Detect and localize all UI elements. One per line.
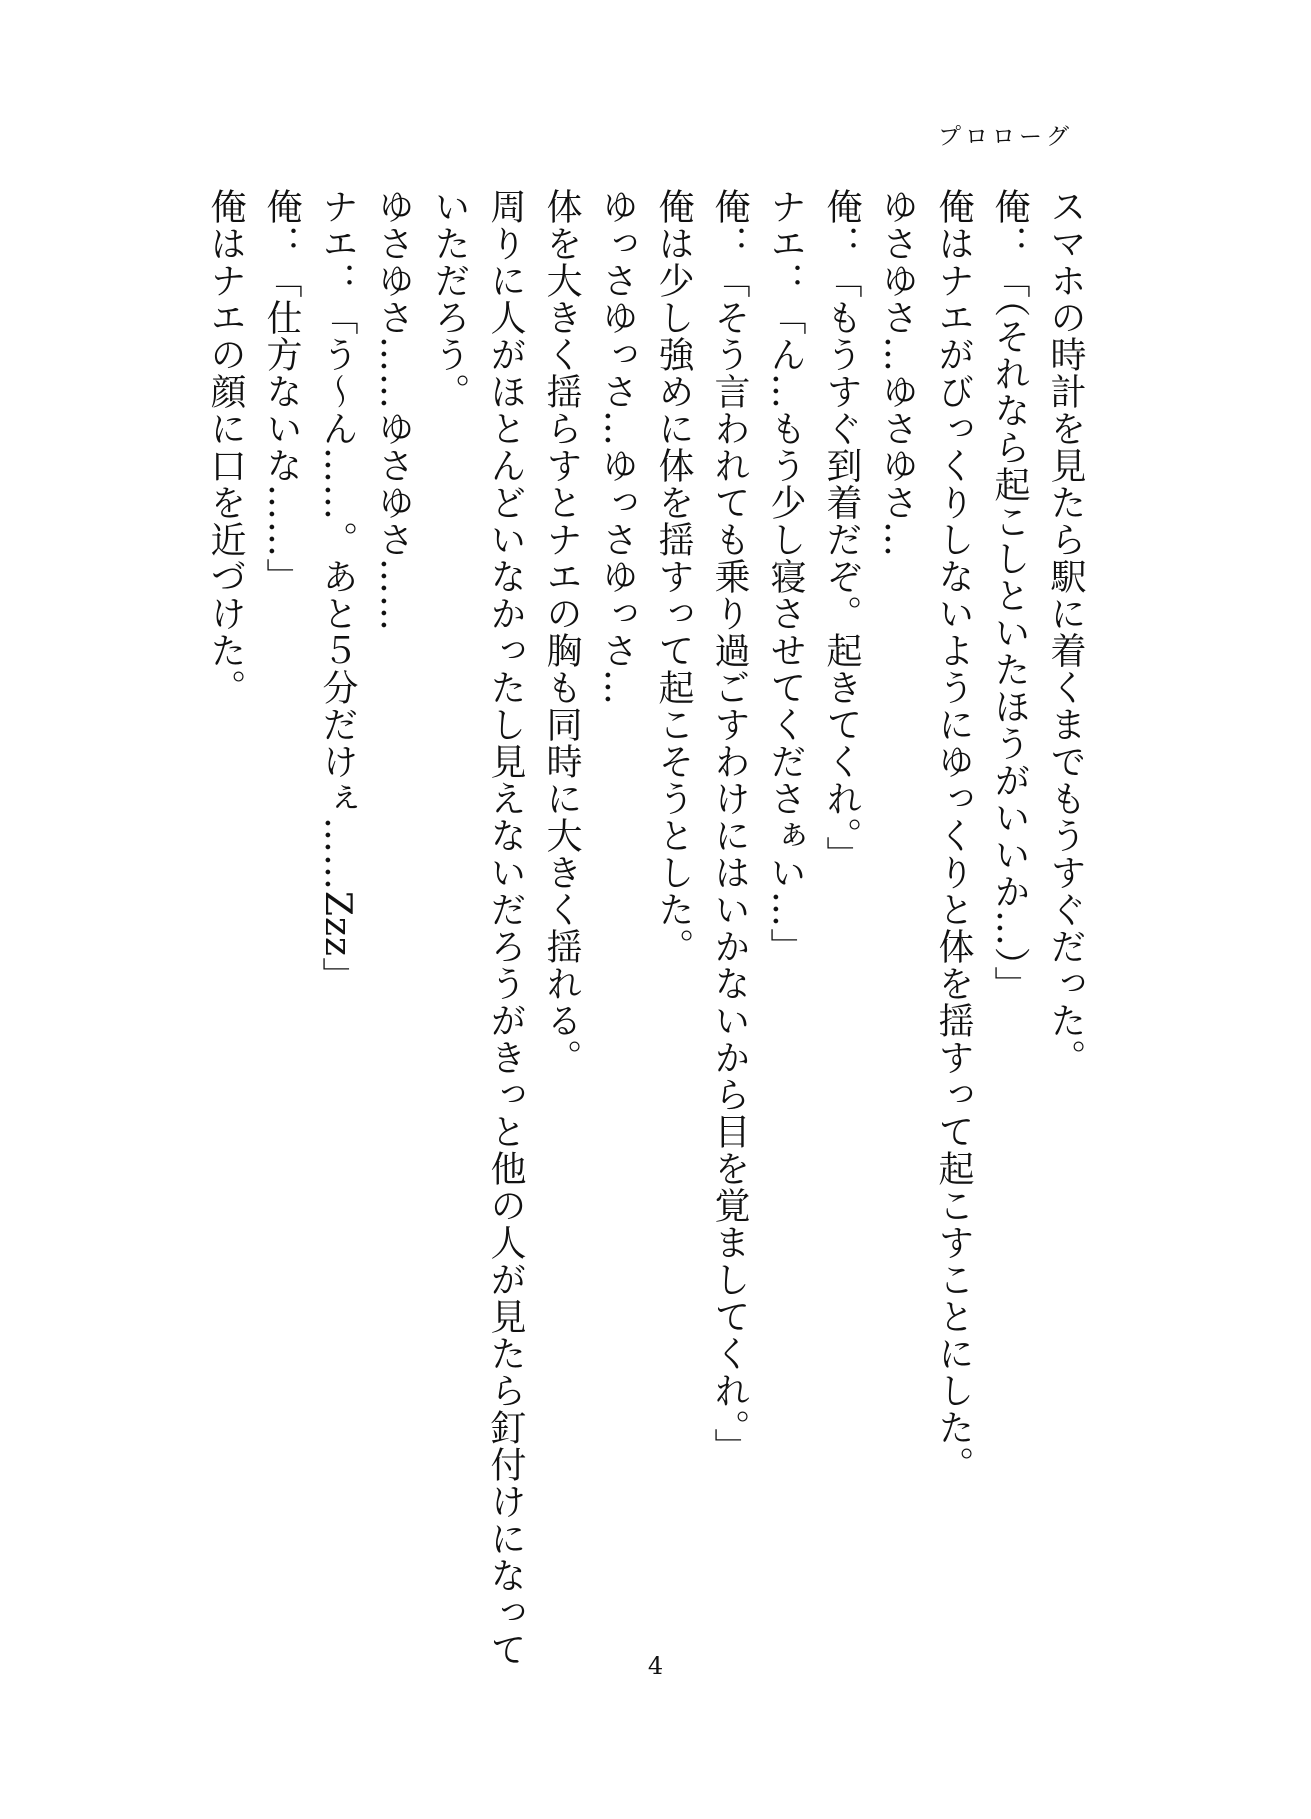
text-line: 俺はナエがびっくりしないようにゆっくりと体を揺すって起こすことにした。	[933, 188, 974, 1483]
text-line: ゆさゆさ…ゆさゆさ…	[877, 188, 918, 558]
text-line: 俺はナエの顔に口を近づけた。	[205, 188, 246, 706]
text-line: ゆっさゆっさ…ゆっさゆっさ…	[597, 188, 638, 706]
chapter-title: プロローグ	[938, 124, 1073, 150]
text-line: 俺：「仕方ないな……」	[261, 188, 302, 595]
text-line: 周りに人がほとんどいなかったし見えないだろうがきっと他の人が見たら釘付けになって	[485, 188, 526, 1668]
text-line: 俺：「（それなら起こしといたほうがいいか…）」	[989, 188, 1030, 1003]
text-line: 俺は少し強めに体を揺すって起こそうとした。	[653, 188, 694, 965]
text-line: ゆさゆさ……ゆさゆさ……	[373, 188, 414, 632]
text-line: ナエ：「う～ん……。あと５分だけぇ……Zzz」	[317, 188, 358, 994]
text-line: 体を大きく揺らすとナエの胸も同時に大きく揺れる。	[541, 188, 582, 1076]
text-line: 俺：「もうすぐ到着だぞ。起きてくれ。」	[821, 188, 862, 873]
text-line: 俺：「そう言われても乗り過ごすわけにはいかないから目を覚ましてくれ。」	[709, 188, 750, 1465]
page-number: 4	[647, 1652, 664, 1680]
text-line: いただろう。	[429, 188, 470, 410]
body-text	[197, 188, 1093, 1668]
text-line: スマホの時計を見たら駅に着くまでもうすぐだった。	[1045, 188, 1086, 1076]
text-line: ナエ：「ん…もう少し寝させてくださぁい…」	[765, 188, 806, 965]
